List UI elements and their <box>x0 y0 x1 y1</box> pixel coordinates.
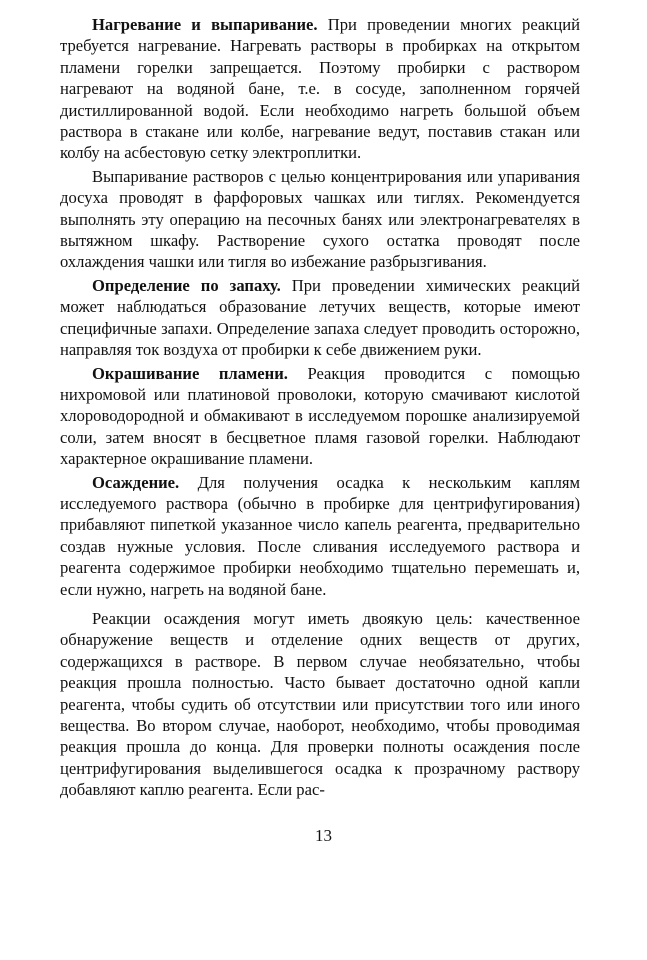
heading-flame-coloring: Окрашивание пламени. <box>92 363 288 383</box>
page-body <box>60 14 580 803</box>
paragraph-text: Реакции осаждения могут иметь двоякую цель: качественное обнаружение веществ и отделение одних веществ от других, содержащихся в растворе. В первом случае необязательно, чтобы реакция прошла полностью. Часто бывает достаточно одной капли реагента, чтобы судить об отсутствии или присутствии того или иного вещества. Во втором случае, наоборот, необходимо, чтобы проводимая реакция прошла до конца. Для проверки полноты осаждения после центрифугирования выделившегося осадка к прозрачному раствору добавляют каплю реагента. Если рас- <box>60 608 580 800</box>
paragraph-heating <box>60 14 580 164</box>
paragraph-smell <box>60 275 580 361</box>
paragraph-flame-coloring <box>60 363 580 470</box>
paragraph-text: При проведении химических реакций может наблюдаться образование летучих веществ, которые имеют специфичные запахи. Определение запаха следует проводить осторожно, направляя ток воздуха от пробирки к себе движением руки. <box>60 275 580 360</box>
heading-smell: Определение по запаху. <box>92 275 281 295</box>
paragraph-evaporation <box>60 166 580 273</box>
paragraph-precipitation-purpose <box>60 608 580 801</box>
paragraph-precipitation <box>60 472 580 600</box>
heading-heating: Нагревание и выпаривание. <box>92 15 318 34</box>
heading-precipitation: Осаждение. <box>92 472 180 492</box>
paragraph-text: Реакция проводится с помощью нихромовой или платиновой проволоки, которую смачивают кислотой хлороводородной и обмакивают в исследуемом порошке анализируемой соли, затем вносят в бесцветное пламя газовой горелки. Наблюдают характерное окрашивание пламени. <box>60 363 581 469</box>
paragraph-text: Для получения осадка к нескольким каплям исследуемого раствора (обычно в пробирке для центрифугирования) прибавляют пипеткой указанное число капель реагента, предварительно создав нужные условия. После сливания исследуемого раствора и реагента содержимое пробирки необходимо тщательно перемешать и, если нужно, нагреть на водяной бане. <box>60 472 580 599</box>
paragraph-text: При проведении многих реакций требуется нагревание. Нагревать растворы в пробирках на открытом пламени горелки запрещается. Поэтому пробирки с раствором нагревают на водяной бане, т.е. в сосуде, заполненном горячей дистиллированной водой. Если необходимо нагреть большой объем раствора в стакане или колбе, нагревание ведут, поставив стакан или колбу на асбестовую сетку электроплитки. <box>60 15 580 163</box>
paragraph-text: Выпаривание растворов с целью концентрирования или упаривания досуха проводят в фарфоровых чашках или тиглях. Рекомендуется выполнять эту операцию на песочных банях или электронагревателях в вытяжном шкафу. Растворение сухого остатка проводят после охлаждения чашки или тигля во избежание разбрызгивания. <box>60 166 580 272</box>
page-number: 13 <box>315 826 332 845</box>
